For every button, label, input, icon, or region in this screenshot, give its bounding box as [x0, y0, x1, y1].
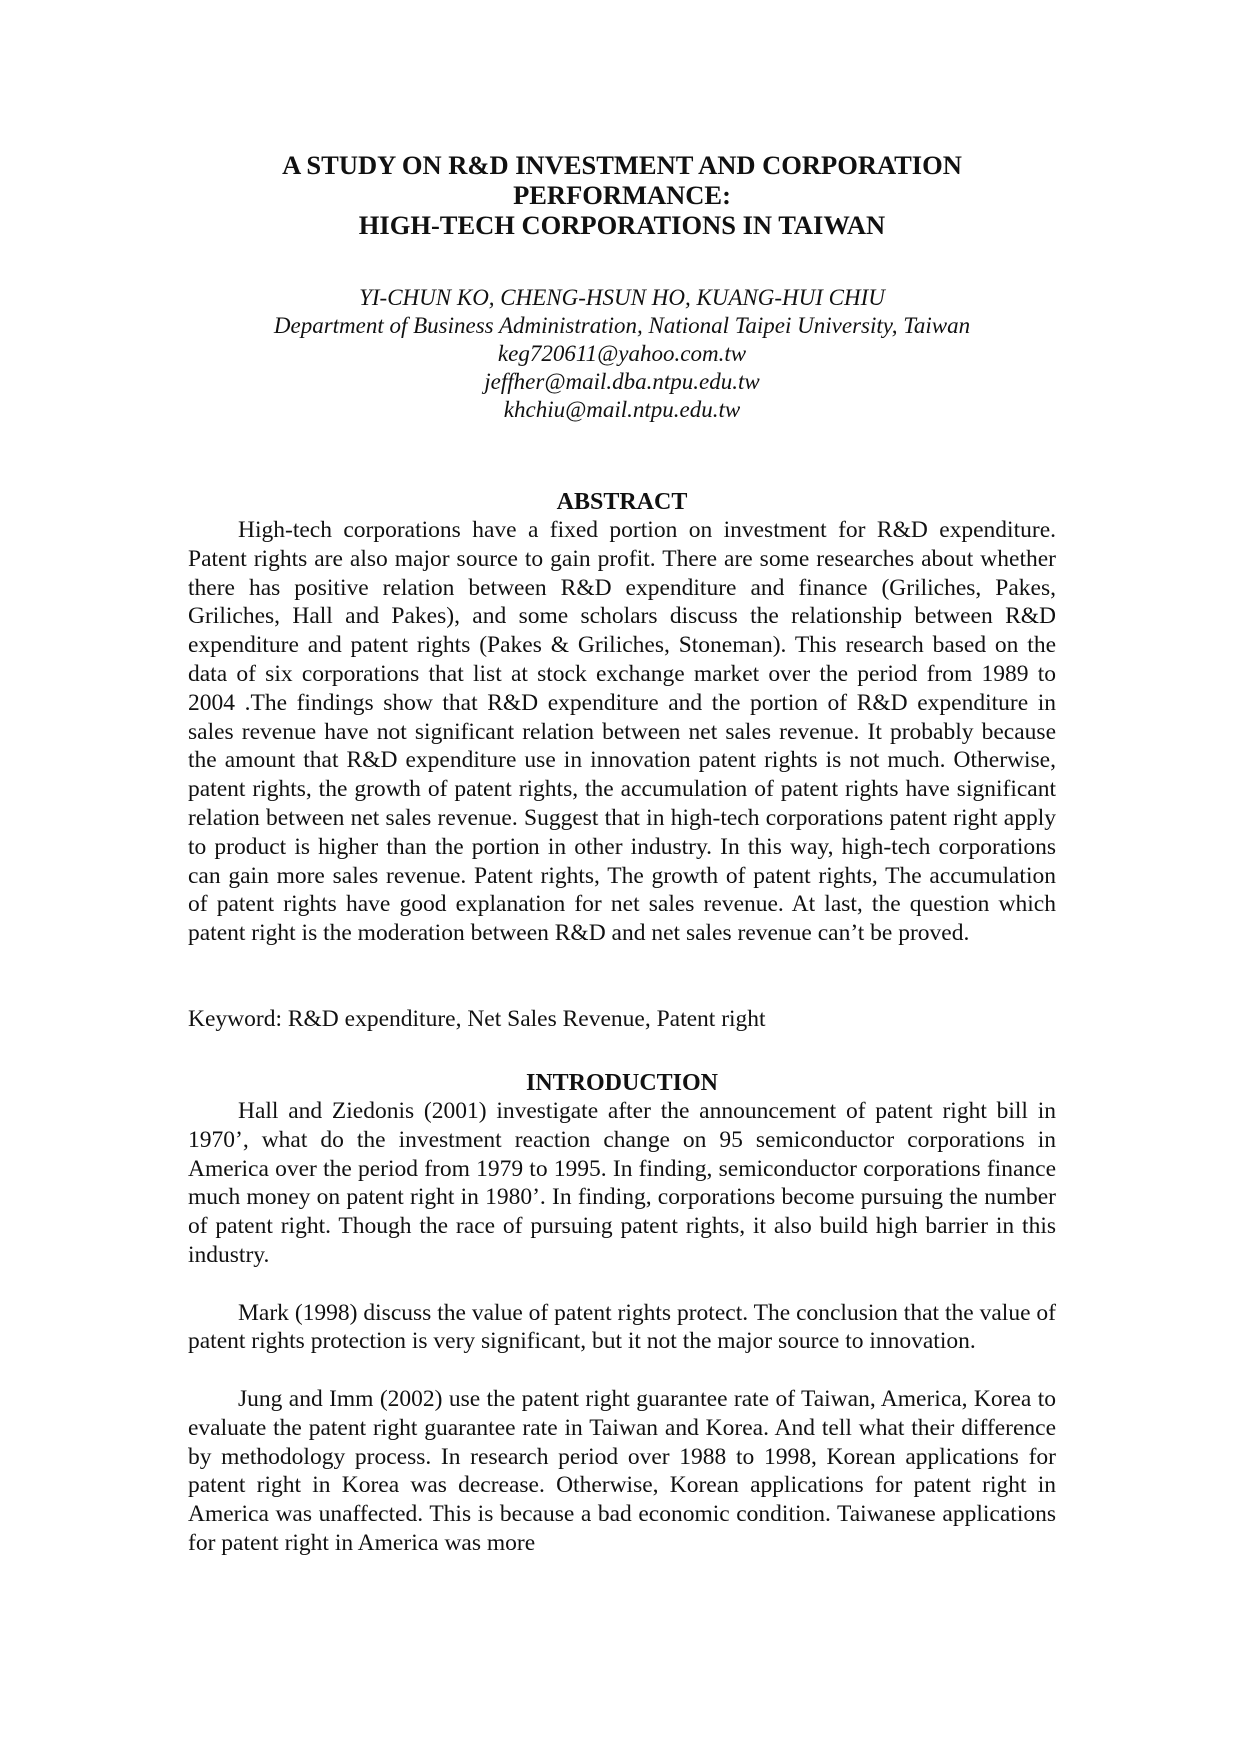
- keywords: Keyword: R&D expenditure, Net Sales Revenue, Patent right: [188, 1006, 766, 1032]
- title-line-2: PERFORMANCE:: [513, 180, 731, 210]
- abstract-heading: ABSTRACT: [556, 489, 688, 515]
- title-line-3: HIGH-TECH CORPORATIONS IN TAIWAN: [358, 210, 886, 240]
- introduction-paragraph: Jung and Imm (2002) use the patent right guarantee rate of Taiwan, America, Korea to evaluate the patent right guarantee rate in Taiwan and Korea. And tell what their difference by methodology process. In research period over 1988 to 1998, Korean applications for patent right in Korea was decrease. Otherwise, Korean applications for patent right in America was unaffected. This is because a bad economic condition. Taiwanese applications for patent right in America was more: [188, 1385, 1056, 1556]
- introduction-paragraph: Mark (1998) discuss the value of patent rights protect. The conclusion that the value of patent rights protection is very significant, but it not the major source to innovation.: [188, 1299, 1056, 1355]
- author-email-3: khchiu@mail.ntpu.edu.tw: [503, 397, 741, 422]
- author-email-2: jeffher@mail.dba.ntpu.edu.tw: [484, 369, 760, 394]
- title-line-1: A STUDY ON R&D INVESTMENT AND CORPORATION: [282, 150, 962, 180]
- author-affiliation: Department of Business Administration, National Taipei University, Taiwan: [273, 313, 971, 338]
- abstract-text: High-tech corporations have a fixed portion on investment for R&D expenditure. Patent rights are also major source to gain profit. There are some researches about whether there has positive relation between R&D expenditure and finance (Griliches, Pakes, Griliches, Hall and Pakes), and some scholars discuss the relationship between R&D expenditure and patent rights (Pakes & Griliches, Stoneman). This research based on the data of six corporations that list at stock exchange market over the period from 1989 to 2004 .The findings show that R&D expenditure and the portion of R&D expenditure in sales revenue have not significant relation between net sales revenue. It probably because the amount that R&D expenditure use in innovation patent rights is not much. Otherwise, patent rights, the growth of patent rights, the accumulation of patent rights have significant relation between net sales revenue. Suggest that in high-tech corporations patent right apply to product is higher than the portion in other industry. In this way, high-tech corporations can gain more sales revenue. Patent rights, The growth of patent rights, The accumulation of patent rights have good explanation for net sales revenue. At last, the question which patent right is the moderation between R&D and net sales revenue can’t be proved.: [188, 517, 1056, 947]
- introduction-paragraph: Hall and Ziedonis (2001) investigate after the announcement of patent right bill in 1970’, what do the investment reaction change on 95 semiconductor corporations in America over the period from 1979 to 1995. In finding, semiconductor corporations finance much money on patent right in 1980’. In finding, corporations become pursuing the number of patent right. Though the race of pursuing patent rights, it also build high barrier in this industry.: [188, 1098, 1056, 1268]
- paper-title: [188, 150, 1056, 240]
- introduction-heading: INTRODUCTION: [525, 1070, 719, 1096]
- author-names: YI-CHUN KO, CHENG-HSUN HO, KUANG-HUI CHIU: [359, 285, 885, 310]
- author-email-1: keg720611@yahoo.com.tw: [497, 341, 747, 366]
- author-block: [188, 284, 1056, 424]
- introduction-section: [188, 1069, 1056, 1558]
- abstract-section: [188, 488, 1056, 948]
